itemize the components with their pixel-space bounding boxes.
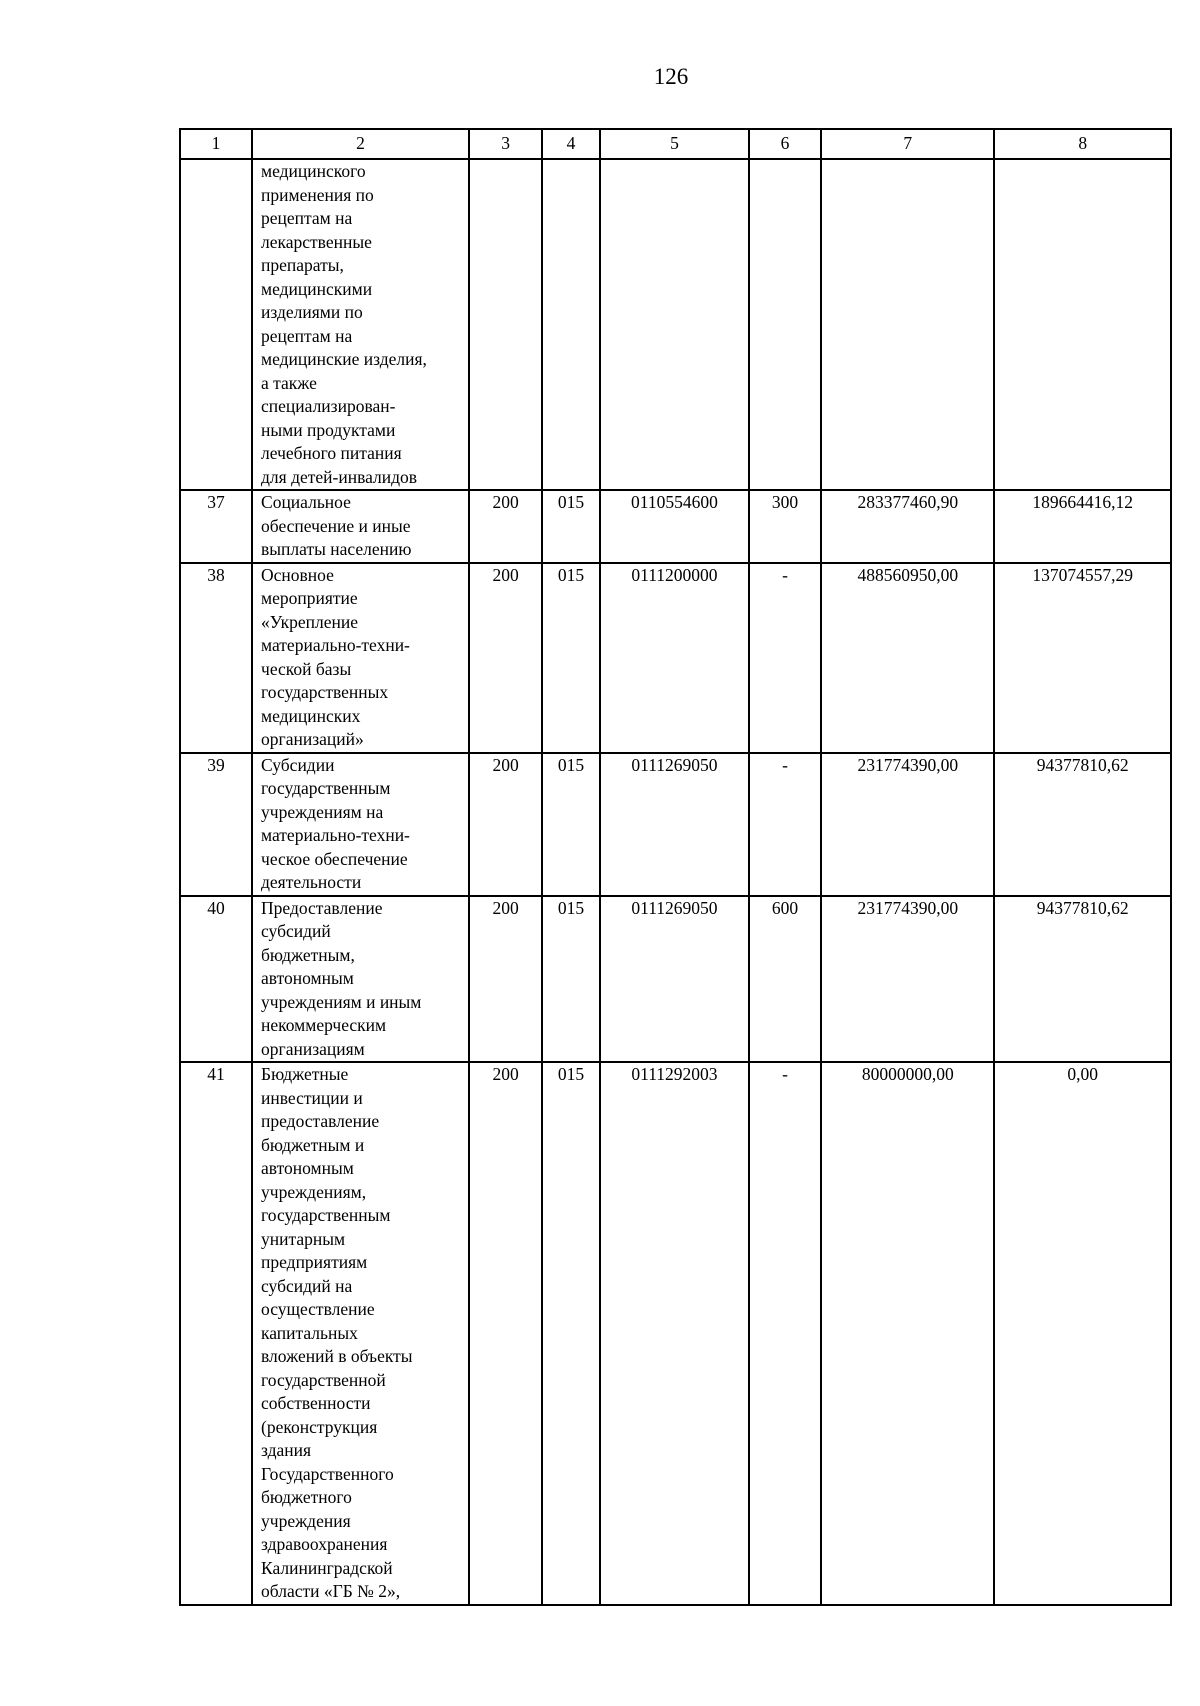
table-row [180,896,1171,1063]
col6-cell: 300 [749,490,821,563]
description-cell [252,896,469,1063]
description-line: области «ГБ № 2», [261,1581,401,1601]
description-line: здравоохранения [261,1534,388,1554]
description-line: предприятиям [261,1252,368,1272]
col5-cell: 0110554600 [600,490,749,563]
description-line: деятельности [261,872,362,892]
description-line: бюджетным, [261,944,355,965]
description-line: материально-техни- [261,825,410,845]
col6-cell: 600 [749,896,821,1063]
col7-cell: 488560950,00 [821,563,994,753]
header-col-4: 4 [542,129,600,159]
description-line: а также [261,372,317,393]
description-line: государственной [261,1369,386,1390]
row-number-cell: 40 [180,896,252,1063]
description-line: здания [261,1440,312,1460]
description-line: ческое обеспечение [261,848,408,869]
col6-cell: - [749,1062,821,1605]
description-line: медицинских [261,705,361,726]
description-line: Предоставление [261,897,383,918]
description-line: ческой базы [261,658,352,679]
col5-cell: 0111269050 [600,896,749,1063]
description-line: медицинского [261,161,366,181]
description-line: Калининградской [261,1557,393,1578]
description-line: лекарственные [261,231,372,252]
description-line: применения по [261,184,374,205]
description-line: собственности [261,1393,371,1413]
col6-cell: - [749,753,821,896]
header-col-7: 7 [821,129,994,159]
header-col-8: 8 [994,129,1171,159]
description-line: рецептам на [261,325,353,346]
description-line: осуществление [261,1299,375,1319]
col5-cell [600,159,749,490]
description-line: учреждениям на [261,801,384,822]
row-number-cell: 41 [180,1062,252,1605]
description-line: обеспечение и иные [261,515,411,536]
description-line: препараты, [261,255,344,275]
col6-cell [749,159,821,490]
description-line: материально-техни- [261,635,410,655]
col3-cell: 200 [469,1062,542,1605]
description-line: учреждения [261,1510,351,1531]
col7-cell [821,159,994,490]
description-cell [252,563,469,753]
col8-cell: 94377810,62 [994,896,1171,1063]
col5-cell: 0111292003 [600,1062,749,1605]
header-col-1: 1 [180,129,252,159]
description-line: (реконструкция [261,1416,378,1437]
description-line: медицинскими [261,278,373,299]
table-row [180,1062,1171,1605]
col3-cell: 200 [469,896,542,1063]
col5-cell: 0111269050 [600,753,749,896]
description-cell [252,490,469,563]
col8-cell: 0,00 [994,1062,1171,1605]
row-number-cell [180,159,252,490]
col4-cell: 015 [542,1062,600,1605]
header-row [180,129,1171,159]
col4-cell: 015 [542,490,600,563]
description-line: медицинские изделия, [261,349,427,369]
budget-table [179,128,1172,1606]
description-line: мероприятие [261,588,358,608]
description-line: лечебного питания [261,443,402,463]
col6-cell: - [749,563,821,753]
table-row [180,490,1171,563]
col5-cell: 0111200000 [600,563,749,753]
description-line: рецептам на [261,208,353,228]
description-line: организаций» [261,729,364,749]
row-number-cell: 38 [180,563,252,753]
col4-cell [542,159,600,490]
col7-cell: 231774390,00 [821,896,994,1063]
description-line: автономным [261,968,354,988]
description-line: предоставление [261,1111,380,1131]
description-line: изделиями по [261,302,363,322]
row-number-cell: 37 [180,490,252,563]
description-line: бюджетного [261,1487,352,1507]
description-line: «Укрепление [261,611,359,632]
col7-cell: 231774390,00 [821,753,994,896]
description-line: учреждениям и иным [261,991,422,1012]
table-row [180,753,1171,896]
table-row [180,159,1171,490]
description-line: субсидий на [261,1275,353,1296]
description-line: Бюджетные [261,1064,349,1084]
description-line: вложений в объекты [261,1346,413,1366]
col8-cell: 189664416,12 [994,490,1171,563]
table-row [180,563,1171,753]
description-line: Социальное [261,492,351,512]
description-line: государственных [261,682,389,702]
description-line: некоммерческим [261,1015,387,1035]
description-line: субсидий [261,921,331,941]
description-line: ными продуктами [261,419,396,440]
description-cell [252,1062,469,1605]
col8-cell: 94377810,62 [994,753,1171,896]
description-line: автономным [261,1158,354,1178]
description-cell [252,159,469,490]
col7-cell: 283377460,90 [821,490,994,563]
description-line: государственным [261,1205,391,1225]
description-line: бюджетным и [261,1134,365,1155]
description-line: для детей-инвалидов [261,466,418,487]
description-line: Государственного [261,1463,394,1484]
description-line: организациям [261,1038,365,1059]
header-col-2: 2 [252,129,469,159]
header-col-5: 5 [600,129,749,159]
description-line: инвестиции и [261,1087,363,1108]
col3-cell: 200 [469,563,542,753]
col4-cell: 015 [542,563,600,753]
table-body [180,159,1171,1605]
col4-cell: 015 [542,896,600,1063]
col7-cell: 80000000,00 [821,1062,994,1605]
description-line: унитарным [261,1228,346,1249]
description-line: государственным [261,778,391,798]
description-line: Субсидии [261,754,335,775]
description-line: капитальных [261,1322,358,1343]
description-line: учреждениям, [261,1181,367,1202]
header-col-6: 6 [749,129,821,159]
row-number-cell: 39 [180,753,252,896]
col3-cell [469,159,542,490]
col3-cell: 200 [469,490,542,563]
description-line: специализирован- [261,396,396,416]
header-col-3: 3 [469,129,542,159]
page-number: 126 [653,64,689,89]
description-line: Основное [261,564,334,585]
col4-cell: 015 [542,753,600,896]
col3-cell: 200 [469,753,542,896]
col8-cell: 137074557,29 [994,563,1171,753]
col8-cell [994,159,1171,490]
description-line: выплаты населению [261,539,412,559]
description-cell [252,753,469,896]
